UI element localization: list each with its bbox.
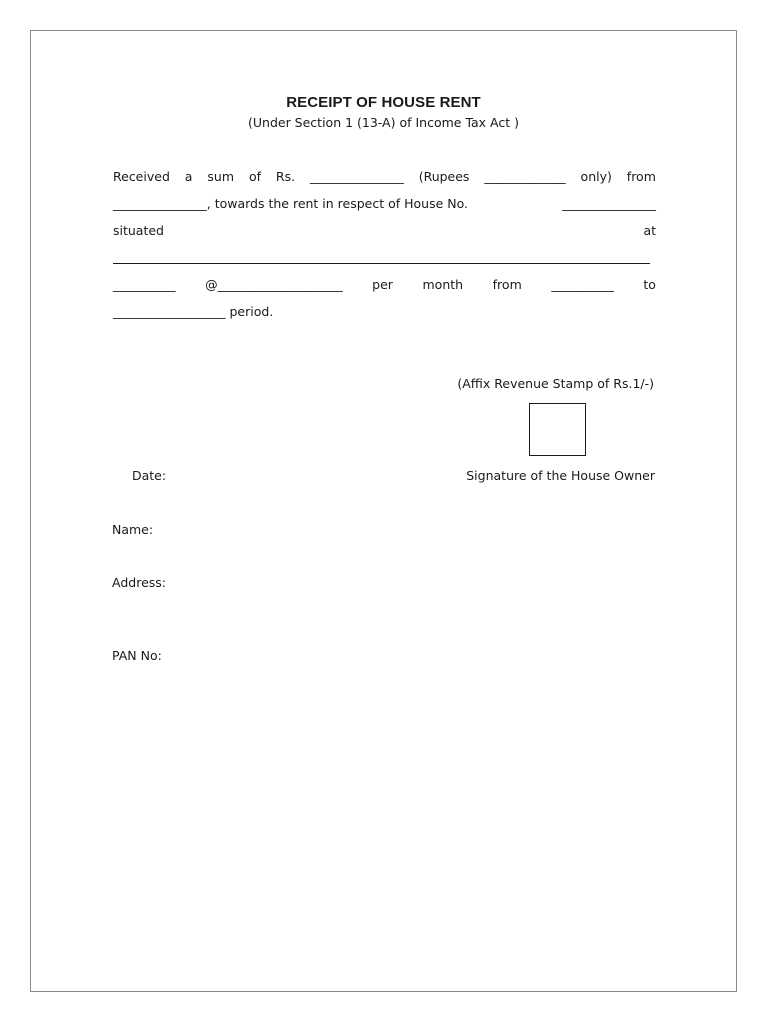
location-blank-line (113, 263, 650, 264)
name-label: Name: (112, 522, 154, 537)
word: month (422, 277, 464, 292)
from-date-blank: __________ (551, 277, 614, 292)
word: at (643, 223, 656, 238)
revenue-stamp-note: (Affix Revenue Stamp of Rs.1/-) (457, 376, 654, 391)
rate-blank: @____________________ (205, 277, 343, 292)
word: from (492, 277, 522, 292)
word: (Rupees (418, 169, 470, 184)
address-label: Address: (112, 575, 166, 590)
word: from (626, 169, 656, 184)
word: a (184, 169, 193, 184)
receipt-title: RECEIPT OF HOUSE RENT (286, 94, 481, 111)
paragraph-line-2 (113, 196, 656, 211)
pan-label: PAN No: (112, 648, 162, 663)
word: Received (113, 169, 170, 184)
receipt-subtitle: (Under Section 1 (13-A) of Income Tax Act ) (248, 115, 519, 130)
word: per (372, 277, 393, 292)
word: situated (113, 223, 164, 238)
word: sum (207, 169, 235, 184)
signature-label: Signature of the House Owner (466, 468, 655, 483)
blank: __________ (113, 277, 176, 292)
revenue-stamp-box (529, 403, 586, 456)
paragraph-line-5 (113, 277, 656, 292)
receipt-page (30, 30, 737, 992)
paragraph-line-6 (113, 304, 656, 319)
date-label: Date: (132, 468, 167, 483)
word: Rs. (275, 169, 296, 184)
rupees-blank: _____________ (484, 169, 566, 184)
paragraph-line-3 (113, 223, 656, 238)
paragraph-line-1 (113, 169, 656, 184)
period-text: __________________ period. (113, 304, 274, 319)
house-no-blank: _______________ (562, 196, 656, 211)
word: to (643, 277, 656, 292)
word: only) (580, 169, 612, 184)
tenant-and-house-text: _______________, towards the rent in respect of House No. (113, 196, 469, 211)
amount-blank: _______________ (310, 169, 404, 184)
word: of (248, 169, 261, 184)
